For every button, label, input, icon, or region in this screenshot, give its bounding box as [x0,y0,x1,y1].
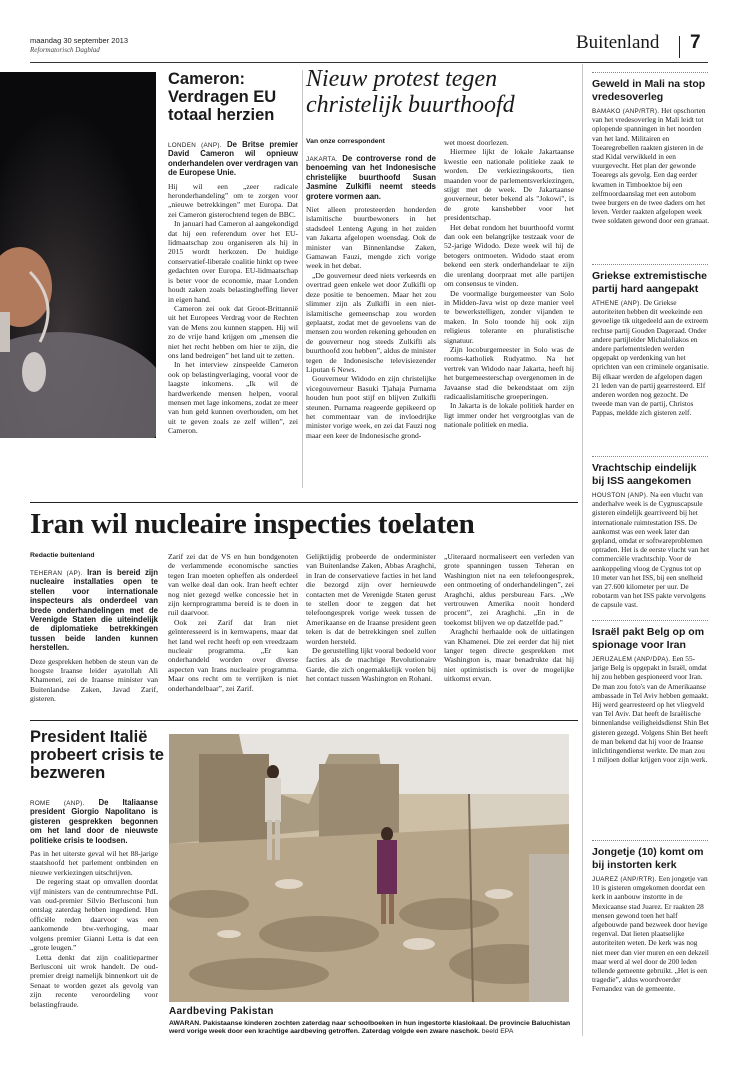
iran-paragraph: „Uiteraard normaliseert een verleden van grote spanningen tussen Teheran en Washington niet na een telefoongesprek, een ontmoeting of onderhandelingen”, zei Araghchi, aldus persbureau Fars. „We vertrouwen Amerika nooit honderd procent”, zei Araghchi. „En in de toekomst blijven we op datzelfde pad.” [444,552,574,627]
protest-dateline: JAKARTA. [306,156,338,163]
sidebar-text: Na een vlucht van anderhalve week is de Cygnuscapsule gisteren eindelijk gearriveerd bij het internationale ruimtestation ISS. De aankomst was een week later dan gepland, omdat er softwareproblemen optraden. Het is de eerste vlucht van het commerciële vrachtschip. Voor de aankoppeling vloog de Cygnus tot op 10 meter van het ISS, bij een snelheid van 27.600 kilometer per uur. De robotarm van het ISS pakte vervolgens de capsule vast. [592,490,710,610]
sidebar-divider [582,64,583,1036]
iran-paragraph: Ook zei Zarif dat Iran niet geïnteresseerd is in kernwapens, maar dat het land wel recht heeft op een vreedzaam nucleair programma. „Er kan onderhandeld worden over diverse aspecten van Irans nucleaire programma. Maar ons recht om te verrijken is niet onderhandelbaar”, zei Zarif. [168,617,298,693]
italie-top-rule [30,720,578,721]
iran-paragraph: De gerustelling lijkt vooral bedoeld voor facties als de machtige Revolutionaire Garde, die zich ongemakkelijk voelen bij het contact tussen Washington en Rohani. [306,646,436,684]
iran-column-3 [306,552,436,684]
photo-credit: beeld EPA [481,1028,514,1036]
photo-caption-text: Pakistaanse kinderen zochten zaterdag naar schoolboeken in hun ingestorte klaslokaal. De provincie Baluchistan werd vorige week door een krachtige aardbeving getroffen. Zaterdag volgde een zware naschok. [169,1020,571,1036]
cameron-dateline: LONDEN (ANP). [168,142,222,149]
sidebar-headline: Israël pakt Belg op om spionage voor Iran [592,626,705,651]
protest-headline: Nieuw protest tegen christelijk buurthoofd [306,66,515,118]
sidebar-headline: Griekse extremistische partij hard aangepakt [592,270,707,295]
italie-paragraph: De regering staat op omvallen doordat vijf ministers van de centrumrechtse PdL van oud-premier Silvio Berlusconi hun ontslag zaterdag hebben ingediend. Hun officiële reden daarvoor was een aankomende btw-verhoging, maar volgens premier Gianni Letta is dat een „grote leugen.” [30,877,158,953]
iran-lead: Iran is bereid zijn nucleaire installaties open te stellen voor internationale inspecteurs als onderdeel van brede onderhandelingen met de Verenigde Staten die uiteindelijk de diplomatieke betrekkingen tussen beide landen kunnen herstellen. [30,568,158,653]
photo-heading: Aardbeving Pakistan [169,1006,274,1017]
header-divider [679,36,680,58]
earthquake-photo [169,734,569,1002]
sidebar-rule [592,264,708,265]
photo-caption-label: AWARAN. [169,1020,202,1027]
italie-headline: President Italië probeert crisis te bezweren [30,728,164,782]
protest-paragraph: „De gouverneur deed niets verkeerds en overtrad geen enkele wet door Zulkifli op deze positie te benoemen. Maar het zou slimmer zijn als Zulkifli in een niet-islamitische gemeenschap zou worden geplaatst, zodat met de gevoelens van de mensen zou worden rekening gehouden en de gouverneur nog steeds Zulkifli als buurthoofd zou hebben”, aldus de minister tegen de Indonesische televisiezender Liputan 6 News. [306,270,436,374]
cameron-paragraph: In januari had Cameron al aangekondigd dat hij een referendum over het EU-lidmaatschap zou organiseren als hij in 2015 wordt herkozen. De huidige conservatief-liberale coalitie hinkt op twee gedachten over Europa. EU-lidmaatschap is beter voor de economie, maar Londen houdt zaken zoals belastingheffing liever in eigen hand. [168,219,298,304]
protest-paragraph: Hiermee lijkt de lokale Jakartaanse kwestie een nationale politieke zaak te worden. De verkiezingskoorts, tien maanden voor de parlementsverkiezingen, stijgt met de week. De Jakartaanse gouverneur, beter bekend als "Jokowi", is de grote kanshebber voor het presidentschap. [444,147,574,223]
cameron-headline: Cameron: Verdragen EU totaal herzien [168,70,277,124]
newspaper-name: Reformatorisch Dagblad [30,46,100,54]
iran-paragraph: Araghchi herhaalde ook de uitlatingen van Khamenei. Die zei eerder dat hij niet langer tegen directe gesprekken met Washington is, maar benadrukte dat hij niet optimistisch is over de mogelijke uitkomst ervan. [444,627,574,684]
sidebar-rule [592,840,708,841]
protest-column-2 [444,138,574,430]
iran-paragraph: Deze gesprekken hebben de steun van de hoogste Iraanse leider ayatollah Ali Khamenei, zei de Iraanse minister van Buitenlandse Zaken, Javad Zarif, gisteren. [30,656,158,704]
sidebar-text: Een 55-jarige Belg is opgepakt in Israël, omdat hij zou hebben gespioneerd voor Iran. De man zou foto's van de Amerikaanse ambassade in Tel Aviv hebben gemaakt. Hij werd gearresteerd op het vliegveld van Tel Aviv. Dat heeft de Israëlische binnenlandse veiligheidsdienst Shin Bet gisteren gezegd. Volgens Shin Bet heeft de man bekend dat hij voor de Iraanse inlichtingendienst werkte. De man zou 1 miljoen dollar krijgen voor zijn werk. [592,654,709,765]
earthquake-photo-image [169,734,569,1002]
cameron-paragraph: Hij wil een „zeer radicale heronderhandeling” om te zorgen voor „nieuwe betrekkingen” met Europa. Dat zei Cameron gisterochtend tegen de BBC. [168,181,298,219]
sidebar-article [592,106,710,226]
sidebar-rule [592,620,708,621]
sidebar-text: De Griekse autoriteiten hebben dit weekeinde een gevoelige tik uitgedeeld aan de extreem rechtse partij Gouden Dageraad. Onder andere partijleider Michaloliakos en andere parlementsleden werden opgepakt op verdenking van het oprichten van een criminele organisatie. Bij elkaar werden de afgelopen dagen 21 leden van de partij gearresteerd. Elf anderen worden nog gezocht. De tweede man van de partij, Christos Pappas, meldde zich gisteren zelf. [592,298,709,418]
cameron-lead: De Britse premier David Cameron wil opnieuw onderhandelen over verdragen van de Europese Unie. [168,140,298,178]
page-number: 7 [690,32,701,53]
sidebar-headline: Geweld in Mali na stop vredesoverleg [592,78,706,103]
sidebar-article [592,874,710,994]
iran-column-2 [168,552,298,693]
sidebar-headline: Vrachtschip eindelijk bij ISS aangekomen [592,462,697,487]
cameron-paragraph: Cameron zei ook dat Groot-Brittannië uit het Europees Verdrag voor de Rechten van de Mens zou kunnen stappen. Hij wil zo de vrije hand krijgen om „mensen die niet het recht hebben om hier te zijn, die ons land bedreigen” het land uit te zetten. [168,303,298,360]
iran-column-4 [444,552,574,684]
sidebar-dateline: BAMAKO (ANP/RTR). [592,108,660,115]
sidebar-text: Het opschorten van het vredesoverleg in Mali leidt tot oplopende spanningen in het noorden van het land. Militairen en Toearegrebellen raakten gisteren in de stad Kidal verwikkeld in een vuurgevecht. Het plan der gewonde Toearegs als gevolg. Een dag eerder kwamen in Timboektoe bij een zelfmoordaanslag met een autobom twee burgers en de twee daders om het leven. Verder raakten afgelopen week twee soldaten gewond door een granaat. [592,106,710,226]
iran-byline: Redactie buitenland [30,552,95,559]
protest-byline: Van onze correspondent [306,138,385,145]
header-rule [30,62,708,63]
section-title: Buitenland [576,32,660,53]
iran-top-rule [30,502,578,503]
edition-date: maandag 30 september 2013 [30,36,128,45]
protest-paragraph: In Jakarta is de lokale politiek harder en ligt immer onder het vergrootglas van de nationale politiek en media. [444,401,574,430]
cameron-article [168,140,298,436]
sidebar-dateline: ATHENE (ANP). [592,300,642,307]
sidebar-dateline: JERUZALEM (ANP/DPA). [592,656,671,663]
italie-lead: De Italiaanse president Giorgio Napolitano is gisteren gesprekken begonnen om het land door de nieuwste politieke crisis te loodsen. [30,798,158,845]
sidebar-article [592,298,710,418]
cameron-photo-image [0,72,156,438]
italie-dateline: ROME (ANP). [30,800,85,807]
cameron-paragraph: In het interview zinspeelde Cameron ook op belastingverlaging, vooral voor de laagste inkomens. „Ik wil de hardwerkende mensen helpen, vooral mensen met lage inkomens, zodat ze meer van hun geld kunnen overhouden, om het uit te geven zoals ze zelf willen”, zei Cameron. [168,360,298,436]
sidebar-rule [592,72,708,73]
sidebar-text: Een jongetje van 10 is gisteren omgekomen doordat een kerk in aanbouw instortte in de Mexicaanse stad Juarez. Er raakten 28 mensen gewond toen het half afgebouwde pand bezweek door hevige regenval. Dat lieten plaatselijke autoriteiten weten. De kerk was nog niet meer dan vier muren en een dekzeil maar werd al wel door de 200 leden tellende gemeente gebruikt. „Het is een tragedie”, aldus woordvoerder Fernandez van de gemeente. [592,874,709,994]
sidebar-dateline: JUAREZ (ANP/RTR). [592,876,657,883]
sidebar-article [592,490,710,610]
italie-paragraph: Letta denkt dat zijn coalitiepartner Berlusconi uit wrok handelt. De oud-premier dreigt namelijk binnenkort uit de Senaat te worden gezet als gevolg van zijn recente veroordeling voor belastingfraude. [30,952,158,1009]
protest-paragraph: Zijn locoburgemeester in Solo was de rooms-katholiek Rudyatmo. Na het vertrek van Widodo naar Jakarta, heeft hij het burgemeesterschap overgenomen in de Javaanse stad die bekendstaat om zijn radicaalislamitische groeperingen. [444,344,574,401]
protest-paragraph: De voormalige burgemeester van Solo in Midden-Java wist op deze manier veel te bewerkstelligen, zonder vijanden te maken. In Solo toonde hij ook zijn religieus tolerante en pluralistische signatuur. [444,288,574,345]
sidebar-dateline: HOUSTON (ANP). [592,492,649,499]
protest-paragraph: wet moest doorlezen. [444,138,509,147]
sidebar-headline: Jongetje (10) komt om bij instorten kerk [592,846,704,871]
sidebar-article [592,654,710,764]
protest-paragraph: Het debat rondom het buurthoofd vormt dan ook een belangrijke testzaak voor de 52-jarige Widodo. Deze week wil hij de betogers ontmoeten. Widodo staat erom bekend een sterk onderhandelaar te zijn die urenlang doorpraat met alle partijen om consensus te vinden. [444,222,574,289]
iran-column-1 [30,568,158,704]
cameron-photo [0,72,156,438]
iran-headline: Iran wil nucleaire inspecties toelaten [30,508,475,540]
italie-article [30,798,158,1009]
protest-paragraph: Gouverneur Widodo en zijn christelijke vicegouverneur Basuki Tjahaja Purnama houden hun poot stijf en blijven Zulkifli steunen. Purnama reageerde gepikeerd op het commentaar van de invloedrijke minister vorige week, en zei dat Fauzi nog maar een keer de Indonesische grond- [306,374,436,440]
iran-paragraph: Gelijktijdig probeerde de onderminister van Buitenlandse Zaken, Abbas Araghchi, in Iran de conservatieve facties in het land die bezorgd zijn over hernieuwde contacten met de Verenigde Staten gerust te stellen door te zeggen dat het telefoongesprek vorige week tussen de Amerikaanse en de Iraanse president geen teken is dat de betrekkingen snel zullen worden hersteld. [306,552,436,646]
italie-paragraph: Pas in het uiterste geval wil het 88-jarige staatshoofd het parlement ontbinden en nieuwe verkiezingen uitschrijven. [30,849,158,877]
sidebar-rule [592,456,708,457]
protest-lead: De controverse rond de benoeming van het Indonesische christelijke buurthoofd Susan Jasmine Zulkifli neemt steeds grotere vormen aan. [306,154,436,201]
protest-paragraph: Niet alleen protesteerden honderden islamitische buurtbewoners in het stadsdeel Lenteng Agung in het zuiden van Jakarta afgelopen woensdag. Ook de minister van Binnenlandse Zaken, Gamawan Fauzi, mengde zich vorige week in het debat. [306,205,436,271]
protest-column-1 [306,154,436,440]
column-divider [302,70,303,488]
photo-caption [169,1020,571,1037]
iran-paragraph: Zarif zei dat de VS en hun bondgenoten de verlammende economische sancties tegen Iran moeten opheffen als onderdeel van welke deal dan ook. Iran heeft echter nog niet gezegd welke concessie het in zijn kernprogramma bereid is te doen in ruil daarvoor. [168,552,298,618]
iran-dateline: TEHERAN (AP). [30,570,83,577]
